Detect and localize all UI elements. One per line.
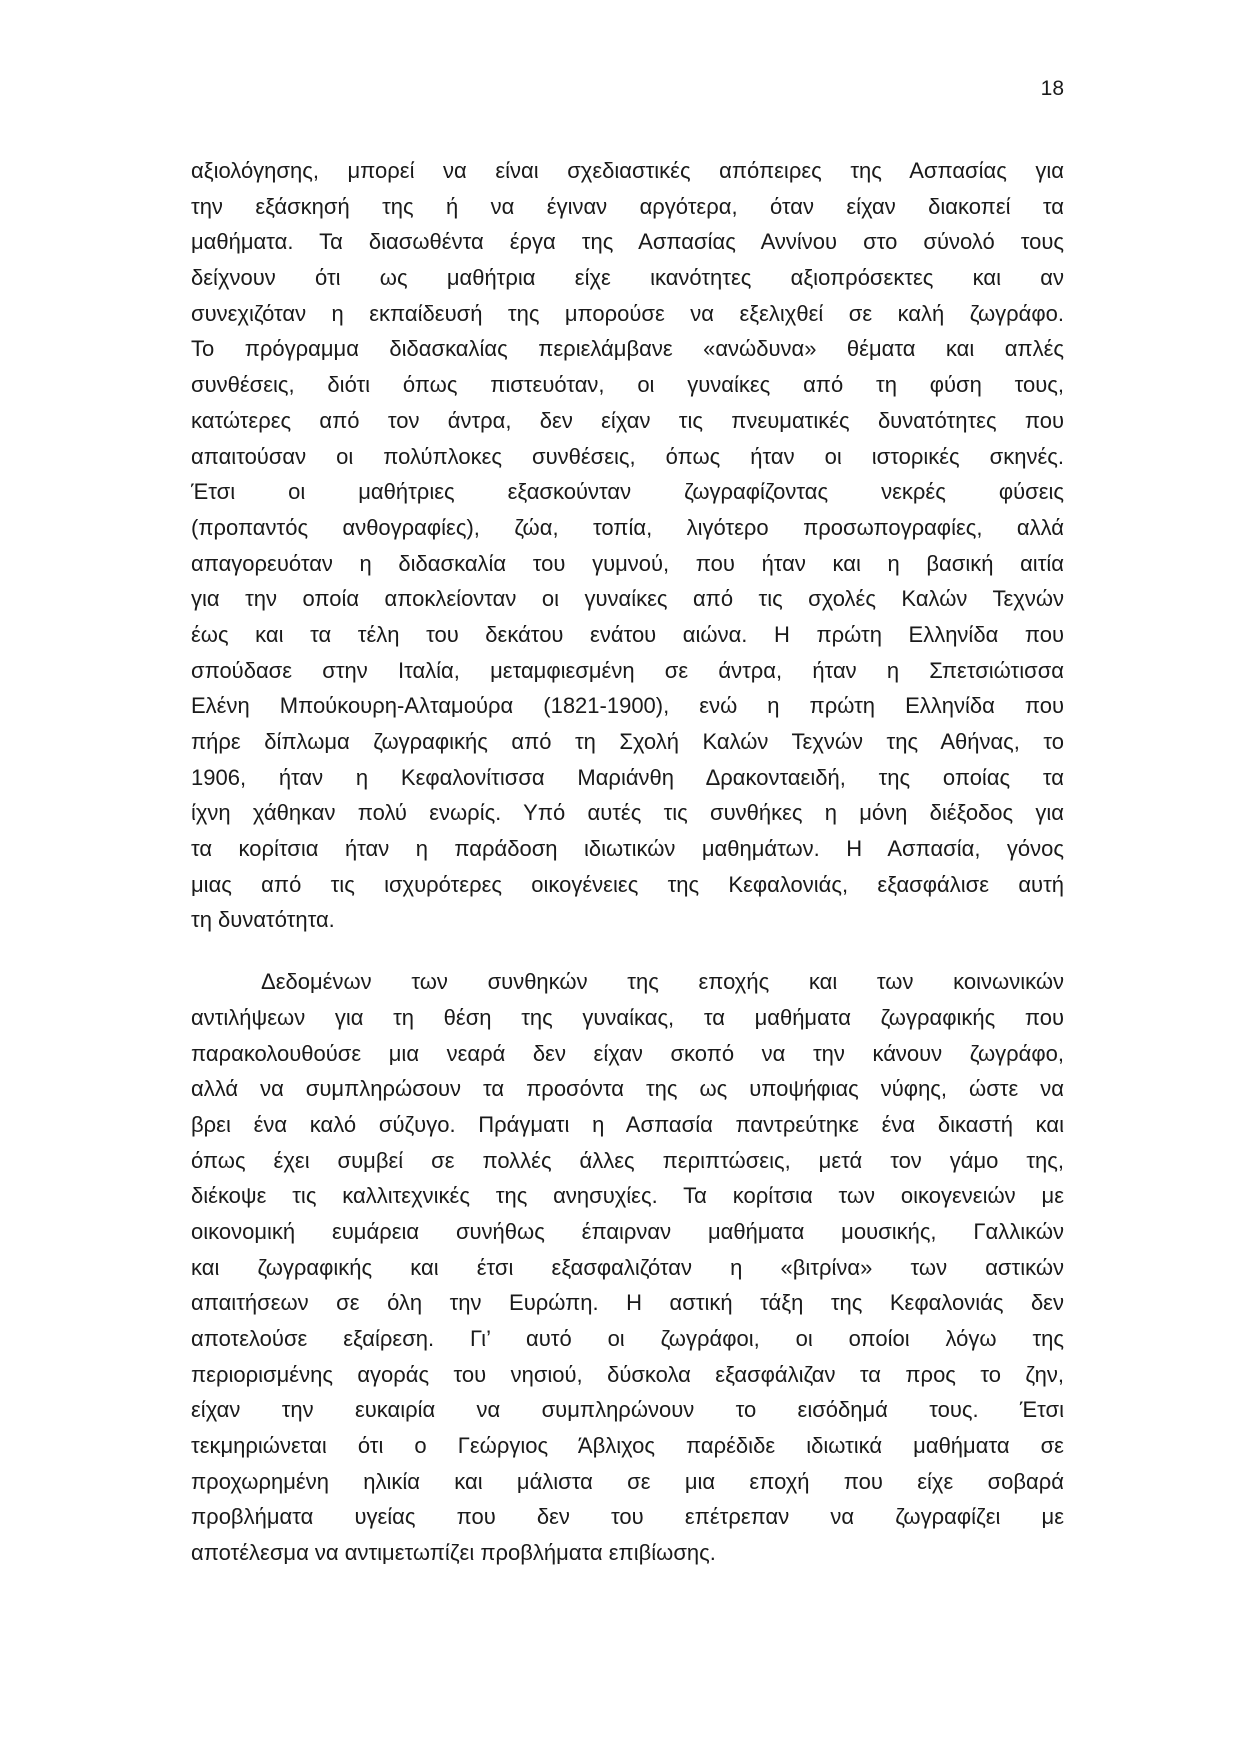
- text-line: αποτελούσε εξαίρεση. Γι’ αυτό οι ζωγράφοι, οι οποίοι λόγω της: [191, 1326, 1064, 1351]
- text-line: βρει ένα καλό σύζυγο. Πράγματι η Ασπασία παντρεύτηκε ένα δικαστή και: [191, 1111, 1064, 1137]
- text-line: για την οποία αποκλείονταν οι γυναίκες από τις σχολές Καλών Τεχνών: [191, 586, 1064, 612]
- text-line: απαιτήσεων σε όλη την Ευρώπη. Η αστική τάξη της Κεφαλονιάς δεν: [191, 1290, 1064, 1316]
- text-line: περιορισμένης αγοράς του νησιού, δύσκολα εξασφάλιζαν τα προς το ζην,: [191, 1361, 1064, 1387]
- text-line: την εξάσκησή της ή να έγιναν αργότερα, όταν είχαν διακοπεί τα: [191, 193, 1064, 219]
- text-line: απαιτούσαν οι πολύπλοκες συνθέσεις, όπως ήταν οι ιστορικές σκηνές.: [191, 443, 1064, 469]
- text-line: τεκμηριώνεται ότι ο Γεώργιος Άβλιχος παρέδιδε ιδιωτικά μαθήματα σε: [191, 1433, 1064, 1459]
- paragraph-1: [191, 153, 1064, 938]
- text-line: αποτέλεσμα να αντιμετωπίζει προβλήματα επιβίωσης.: [191, 1540, 716, 1566]
- paragraph-spacer: [191, 938, 1064, 964]
- text-line: αξιολόγησης, μπορεί να είναι σχεδιαστικές απόπειρες της Ασπασίας για: [191, 158, 1064, 183]
- text-line: αντιλήψεων για τη θέση της γυναίκας, τα μαθήματα ζωγραφικής που: [191, 1004, 1064, 1030]
- text-line: Δεδομένων των συνθηκών της εποχής και των κοινωνικών: [261, 969, 1064, 995]
- text-line: οικονομική ευμάρεια συνήθως έπαιρναν μαθήματα μουσικής, Γαλλικών: [191, 1218, 1064, 1244]
- text-line: (προπαντός ανθογραφίες), ζώα, τοπία, λιγότερο προσωπογραφίες, αλλά: [191, 514, 1064, 540]
- body-text: [191, 153, 1064, 1571]
- text-line: τα κορίτσια ήταν η παράδοση ιδιωτικών μαθημάτων. Η Ασπασία, γόνος: [191, 836, 1064, 862]
- paragraph-2: [191, 964, 1064, 1571]
- text-line: πήρε δίπλωμα ζωγραφικής από τη Σχολή Καλών Τεχνών της Αθήνας, το: [191, 729, 1064, 754]
- text-line: αλλά να συμπληρώσουν τα προσόντα της ως υποψήφιας νύφης, ώστε να: [191, 1076, 1064, 1102]
- text-line: μαθήματα. Τα διασωθέντα έργα της Ασπασίας Αννίνου στο σύνολό τους: [191, 229, 1064, 255]
- text-line: και ζωγραφικής και έτσι εξασφαλιζόταν η «βιτρίνα» των αστικών: [191, 1254, 1064, 1280]
- text-line: σπούδασε στην Ιταλία, μεταμφιεσμένη σε άντρα, ήταν η Σπετσιώτισσα: [191, 657, 1064, 683]
- text-line: διέκοψε τις καλλιτεχνικές της ανησυχίες. Τα κορίτσια των οικογενειών με: [191, 1183, 1064, 1209]
- text-line: συνεχιζόταν η εκπαίδευσή της μπορούσε να εξελιχθεί σε καλή ζωγράφο.: [191, 300, 1064, 326]
- text-line: απαγορευόταν η διδασκαλία του γυμνού, που ήταν και η βασική αιτία: [191, 550, 1064, 576]
- text-line: είχαν την ευκαιρία να συμπληρώνουν το εισόδημά τους. Έτσι: [191, 1397, 1064, 1423]
- text-line: Το πρόγραμμα διδασκαλίας περιελάμβανε «ανώδυνα» θέματα και απλές: [191, 336, 1064, 362]
- text-line: Έτσι οι μαθήτριες εξασκούνταν ζωγραφίζοντας νεκρές φύσεις: [191, 479, 1064, 505]
- text-line: μιας από τις ισχυρότερες οικογένειες της Κεφαλονιάς, εξασφάλισε αυτή: [191, 871, 1064, 897]
- text-line: δείχνουν ότι ως μαθήτρια είχε ικανότητες αξιοπρόσεκτες και αν: [191, 265, 1064, 291]
- text-line: παρακολουθούσε μια νεαρά δεν είχαν σκοπό να την κάνουν ζωγράφο,: [191, 1040, 1064, 1066]
- text-line: συνθέσεις, διότι όπως πιστευόταν, οι γυναίκες από τη φύση τους,: [191, 372, 1064, 398]
- page-number: 18: [1040, 77, 1064, 100]
- text-line: έως και τα τέλη του δεκάτου ενάτου αιώνα. Η πρώτη Ελληνίδα που: [191, 621, 1064, 647]
- text-line: όπως έχει συμβεί σε πολλές άλλες περιπτώσεις, μετά τον γάμο της,: [191, 1147, 1064, 1173]
- text-line: ίχνη χάθηκαν πολύ ενωρίς. Υπό αυτές τις συνθήκες η μόνη διέξοδος για: [191, 800, 1064, 826]
- text-line: προχωρημένη ηλικία και μάλιστα σε μια εποχή που είχε σοβαρά: [191, 1468, 1064, 1494]
- text-line: Ελένη Μπούκουρη-Αλταμούρα (1821-1900), ενώ η πρώτη Ελληνίδα που: [191, 693, 1064, 719]
- text-line: προβλήματα υγείας που δεν του επέτρεπαν να ζωγραφίζει με: [191, 1504, 1064, 1530]
- text-line: τη δυνατότητα.: [191, 907, 335, 933]
- text-line: 1906, ήταν η Κεφαλονίτισσα Μαριάνθη Δρακονταειδή, της οποίας τα: [191, 764, 1064, 790]
- text-line: κατώτερες από τον άντρα, δεν είχαν τις πνευματικές δυνατότητες που: [191, 407, 1064, 433]
